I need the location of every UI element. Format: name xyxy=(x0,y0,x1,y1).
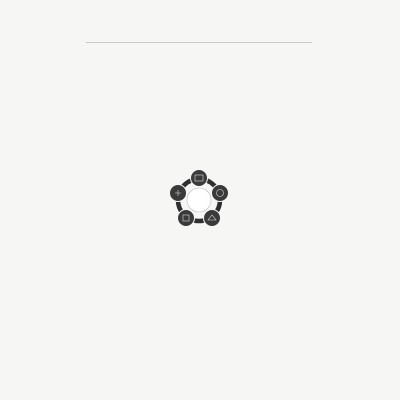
diagram-node xyxy=(191,170,208,187)
diagram-node xyxy=(170,185,187,202)
diagram-node xyxy=(204,210,221,227)
diagram-center xyxy=(187,188,211,212)
diagram-node xyxy=(178,210,195,227)
header-rule xyxy=(86,42,312,43)
diagram-node xyxy=(212,185,229,202)
ring-diagram xyxy=(154,167,244,233)
